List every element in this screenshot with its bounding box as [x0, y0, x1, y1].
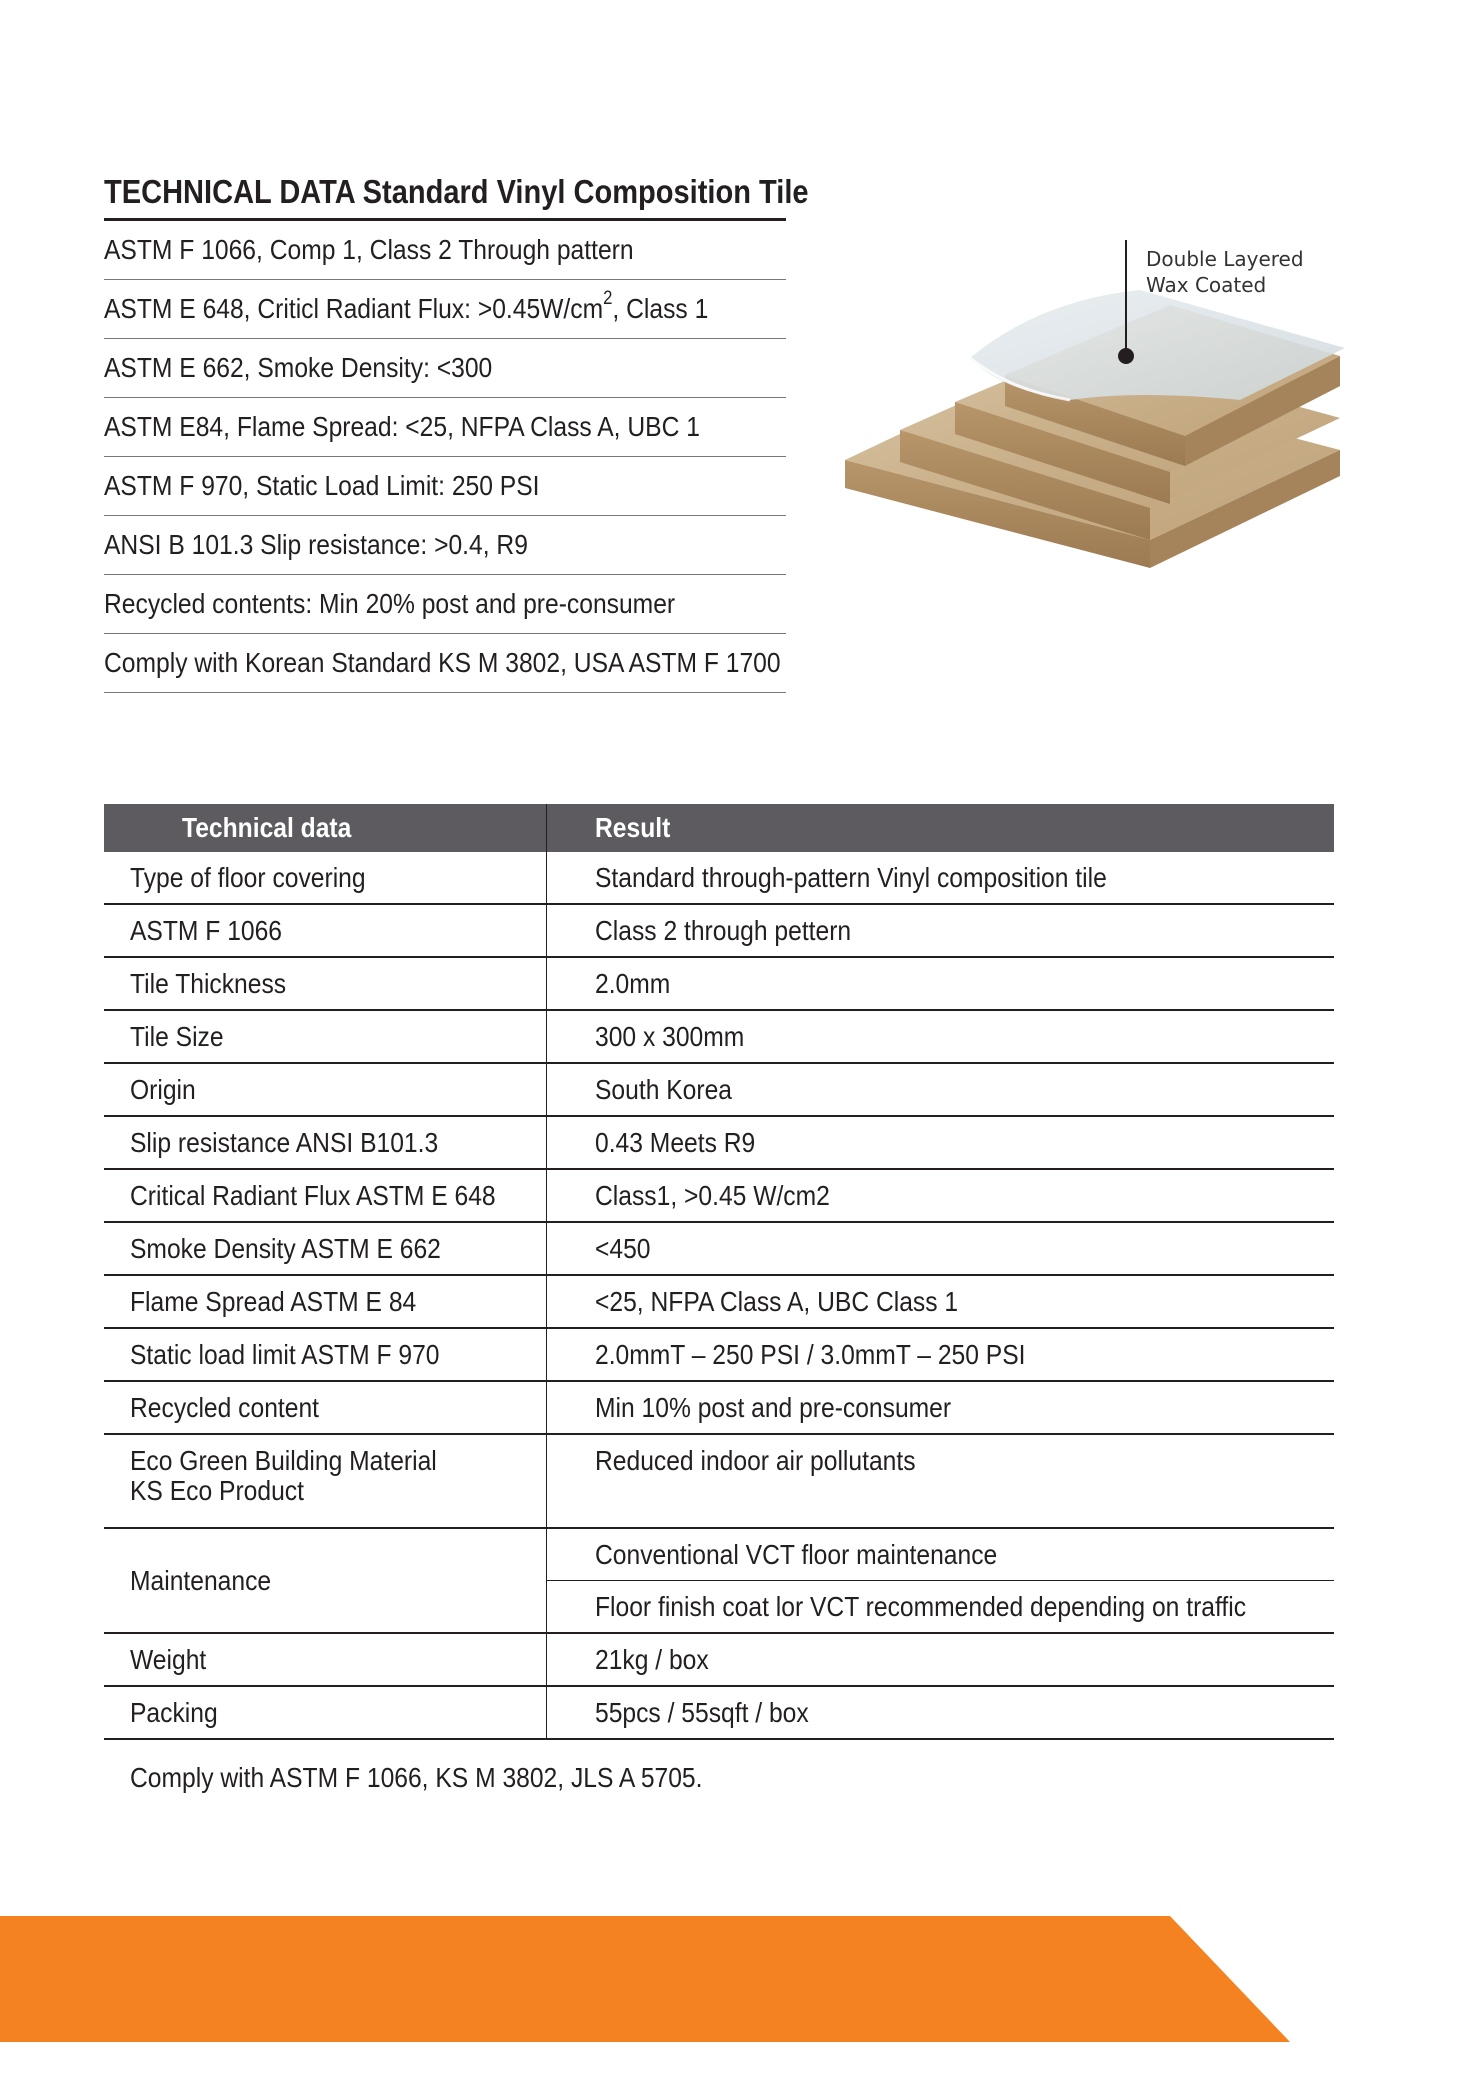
compliance-note: Comply with ASTM F 1066, KS M 3802, JLS A 5705. [130, 1762, 703, 1793]
table-row: Packing 55pcs / 55sqft / box [104, 1686, 1334, 1739]
spec-item: ANSI B 101.3 Slip resistance: >0.4, R9 [104, 516, 786, 575]
table-row-maintenance-2: Floor finish coat lor VCT recommended depending on traffic [104, 1581, 1334, 1634]
table-row-eco: Eco Green Building Material KS Eco Product Reduced indoor air pollutants [104, 1434, 1334, 1528]
table-row: Critical Radiant Flux ASTM E 648 Class1, >0.45 W/cm2 [104, 1169, 1334, 1222]
spec-item: Recycled contents: Min 20% post and pre-consumer [104, 575, 786, 634]
table-row: Weight 21kg / box [104, 1633, 1334, 1686]
spec-item: ASTM E 662, Smoke Density: <300 [104, 339, 786, 398]
figure-callout: Double Layered Wax Coated [1146, 247, 1304, 297]
table-header-row [104, 804, 1334, 852]
table-row: Slip resistance ANSI B101.3 0.43 Meets R9 [104, 1116, 1334, 1169]
header-technical-data: Technical data [104, 804, 546, 852]
spec-list-title: TECHNICAL DATA Standard Vinyl Composition Tile [104, 166, 786, 221]
footer-accent-band [0, 1916, 1472, 2082]
table-row: Type of floor covering Standard through-pattern Vinyl composition tile [104, 852, 1334, 904]
table-row: Origin South Korea [104, 1063, 1334, 1116]
spec-item: ASTM F 970, Static Load Limit: 250 PSI [104, 457, 786, 516]
table-row: Recycled content Min 10% post and pre-consumer [104, 1381, 1334, 1434]
table-row: Tile Thickness 2.0mm [104, 957, 1334, 1010]
table-row: Static load limit ASTM F 970 2.0mmT – 250 PSI / 3.0mmT – 250 PSI [104, 1328, 1334, 1381]
tile-layers-illustration [840, 240, 1360, 640]
table-row: ASTM F 1066 Class 2 through pettern [104, 904, 1334, 957]
table-row-maintenance: Maintenance Conventional VCT floor maintenance [104, 1528, 1334, 1581]
table-row: Tile Size 300 x 300mm [104, 1010, 1334, 1063]
spec-item: ASTM E84, Flame Spread: <25, NFPA Class A, UBC 1 [104, 398, 786, 457]
header-result: Result [546, 804, 1334, 852]
spec-item: ASTM E 648, Criticl Radiant Flux: $>0.45W/cm^2$, Class 1 [104, 280, 786, 339]
spec-item: ASTM F 1066, Comp 1, Class 2 Through pattern [104, 221, 786, 280]
spec-item: Comply with Korean Standard KS M 3802, USA ASTM F 1700 [104, 634, 786, 693]
spec-list [104, 166, 809, 693]
technical-data-table [104, 804, 1334, 1740]
table-row: Flame Spread ASTM E 84 <25, NFPA Class A, UBC Class 1 [104, 1275, 1334, 1328]
table-row: Smoke Density ASTM E 662 <450 [104, 1222, 1334, 1275]
